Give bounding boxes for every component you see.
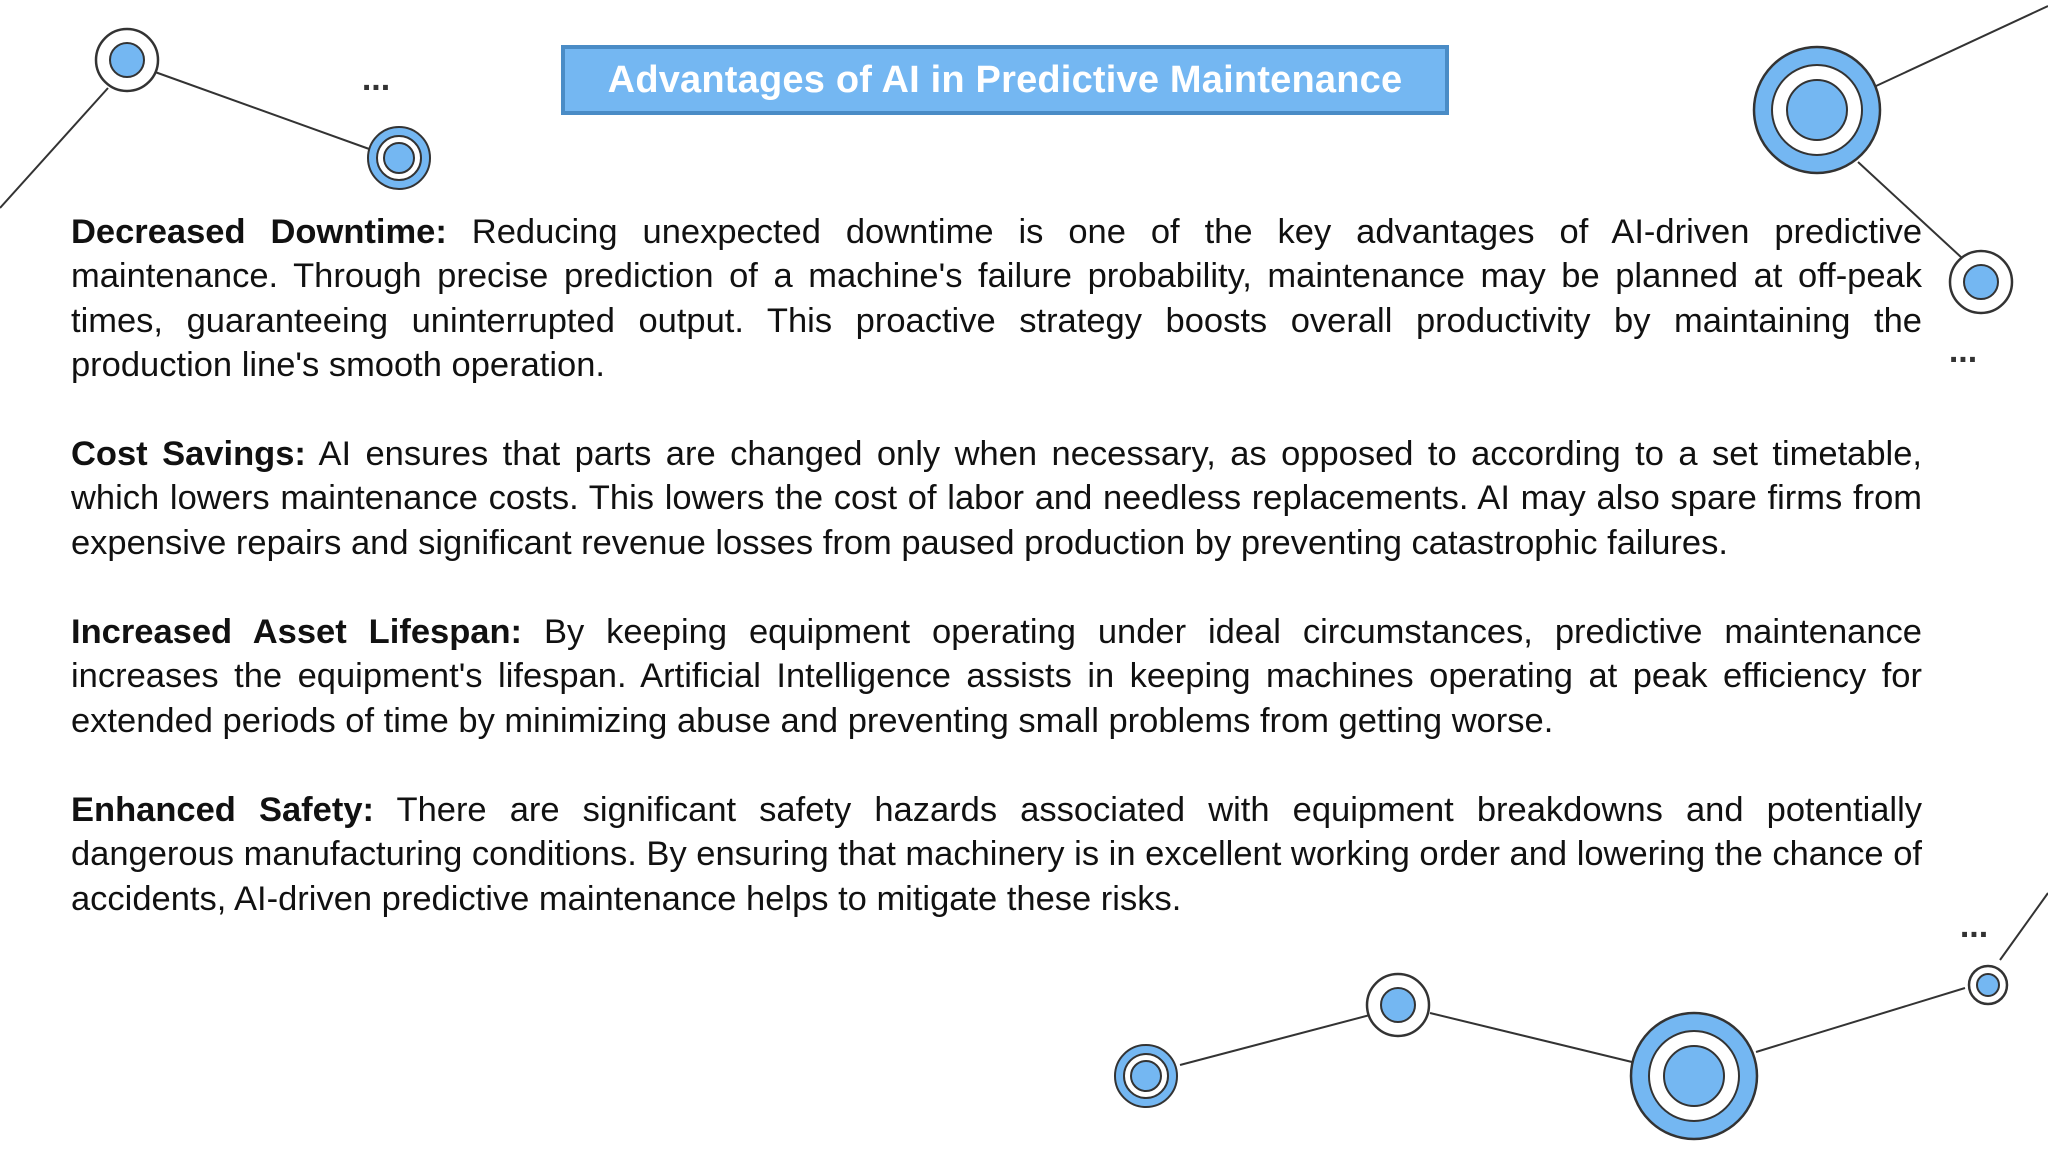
network-node-icon bbox=[368, 127, 430, 189]
section-text: Reducing unexpected downtime is one of the key advantages of AI-driven predictive maintenance. Through precise prediction of a machine's failure probability, maintenance may be planned at off-peak times, guaranteeing uninterrupted output. This proactive strategy boosts overall productivity by maintaining the production line's smooth operation. bbox=[71, 213, 1923, 384]
section-text: By keeping equipment operating under ideal circumstances, predictive maintenance increases the equipment's lifespan. Artificial Intelligence assists in keeping machines operating at peak efficiency for extended periods of time by minimizing abuse and preventing small problems from getting worse. bbox=[71, 613, 1922, 740]
section-label: Enhanced Safety: bbox=[71, 790, 375, 829]
content-body bbox=[71, 210, 1922, 966]
network-node-icon bbox=[1950, 251, 2012, 313]
network-node-icon bbox=[1969, 966, 2007, 1004]
section-text: AI ensures that parts are changed only when necessary, as opposed to according to a set timetable, which lowers maintenance costs. This lowers the cost of labor and needless replacements. AI may also spare firms from expensive repairs and significant revenue losses from paused production by preventing catastrophic failures. bbox=[71, 435, 1922, 562]
page-title: Advantages of AI in Predictive Maintenance bbox=[607, 58, 1403, 101]
section-enhanced-safety bbox=[71, 788, 1922, 921]
ellipsis-mark: ... bbox=[1959, 907, 1989, 945]
network-node-icon bbox=[1115, 1045, 1177, 1107]
section-increased-asset-lifespan bbox=[71, 610, 1922, 743]
section-label: Increased Asset Lifespan: bbox=[71, 613, 523, 652]
ellipsis-mark: ... bbox=[1948, 332, 1978, 370]
section-label: Decreased Downtime: bbox=[71, 213, 447, 251]
section-text: There are significant safety hazards associated with equipment breakdowns and potentially dangerous manufacturing conditions. By ensuring that machinery is in excellent working order and lowering the chance of accidents, AI-driven predictive maintenance helps to mitigate these risks. bbox=[71, 790, 1922, 918]
section-cost-savings bbox=[71, 432, 1922, 565]
section-decreased-downtime bbox=[71, 210, 1922, 387]
ellipsis-mark: ... bbox=[361, 60, 391, 98]
title-banner bbox=[561, 45, 1449, 115]
network-node-icon bbox=[1754, 47, 1880, 173]
network-node-icon bbox=[1631, 1013, 1757, 1139]
section-label: Cost Savings: bbox=[71, 435, 306, 474]
network-node-icon bbox=[96, 29, 158, 91]
network-node-icon bbox=[1367, 974, 1429, 1036]
